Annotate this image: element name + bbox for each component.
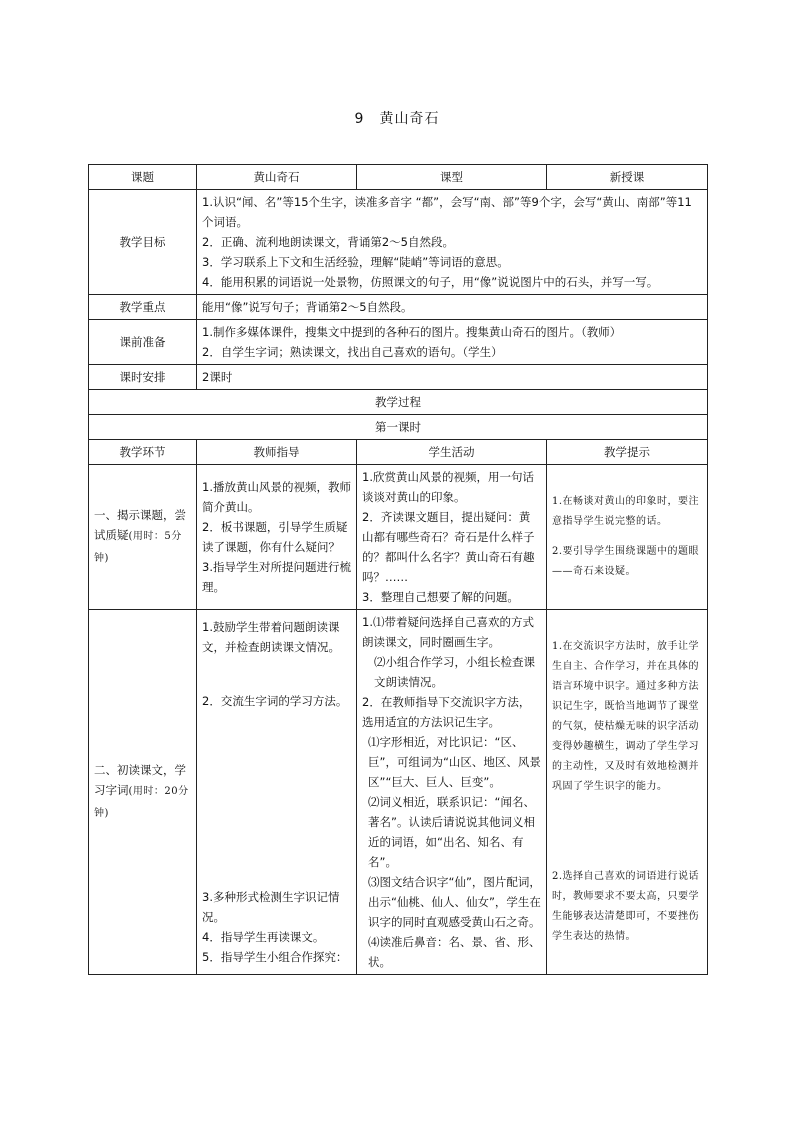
hint-item: 2.选择自己喜欢的词语进行说话时，教师要求不要太高，只要学生能够表达清楚即可，不要挫伤学生表达的热情。 <box>552 871 700 942</box>
col-hint: 教学提示 <box>547 440 708 465</box>
teacher-item: 5．指导学生小组合作探究： <box>202 950 348 964</box>
session-label: 第一课时 <box>89 415 708 440</box>
prep-item: 1.制作多媒体课件，搜集文中提到的各种石的图片。搜集黄山奇石的图片。（教师） <box>202 325 622 339</box>
student-item: 2．在教师指导下交流识字方法，选用适宜的方法识记生字。 <box>362 695 531 729</box>
student-item: ⑴字形相近，对比识记：“区、巨”，可组词为“山区、地区、风景区”“巨大、巨人、巨变”。 <box>368 735 541 789</box>
teacher-item: 4．指导学生再读课文。 <box>202 930 325 944</box>
objectives-content <box>197 190 708 295</box>
stage-2-time: (用时：20分钟) <box>94 786 189 819</box>
prep-content <box>197 320 708 365</box>
process-label: 教学过程 <box>89 390 708 415</box>
prep-row <box>89 320 708 365</box>
topic-value: 黄山奇石 <box>197 165 357 190</box>
objective-item: 1.认识“闻、名”等15个生字，读准多音字 “都”，会写“南、部”等9个字，会写“黄山、南部”等11个词语。 <box>202 195 692 229</box>
teacher-item: 2．板书课题，引导学生质疑读了课题，你有什么疑问？ <box>202 520 348 554</box>
focus-row <box>89 295 708 320</box>
schedule-content: 2课时 <box>197 365 708 390</box>
student-1 <box>357 465 547 610</box>
lesson-plan-table <box>88 164 708 975</box>
hint-1 <box>547 465 708 610</box>
hint-item: 1.在交流识字方法时，放手让学生自主、合作学习，并在具体的语言环境中识字。通过多种方法识记生字，既恰当地调节了课堂的气氛，使枯燥无味的识字活动变得妙趣横生，调动了学生学习的主动性，又及时有效地检测并巩固了学生识字的能力。 <box>552 641 700 792</box>
col-teacher: 教师指导 <box>197 440 357 465</box>
focus-content: 能用“像”说写句子；背诵第2～5自然段。 <box>197 295 708 320</box>
objectives-row <box>89 190 708 295</box>
student-item: ⑵小组合作学习，小组长检查课文朗读情况。 <box>374 655 535 689</box>
hint-item: 2.要引导学生围绕课题中的题眼——奇石来设疑。 <box>552 546 700 577</box>
teacher-2 <box>197 610 357 975</box>
student-item: 1.欣赏黄山风景的视频，用一句话谈谈对黄山的印象。 <box>362 470 534 504</box>
stage-row-1 <box>89 465 708 610</box>
objective-item: 3．学习联系上下文和生活经验，理解“陡峭”等词语的意思。 <box>202 255 509 269</box>
label-objectives: 教学目标 <box>89 190 197 295</box>
student-item: ⑷读准后鼻音：名、景、省、形、状。 <box>368 935 541 969</box>
stage-2 <box>89 610 197 975</box>
schedule-row <box>89 365 708 390</box>
student-2 <box>357 610 547 975</box>
label-topic: 课题 <box>89 165 197 190</box>
student-item: 2．齐读课文题目，提出疑问：黄山都有哪些奇石？奇石是什么样子的？都叫什么名字？黄山奇石有趣吗？…… <box>362 510 535 584</box>
header-row <box>89 165 708 190</box>
label-type: 课型 <box>357 165 547 190</box>
teacher-1 <box>197 465 357 610</box>
student-item: ⑵词义相近，联系识记：“闻名、著名”。认读后请说说其他词义相近的词语，如“出名、知名、有名”。 <box>368 795 535 869</box>
session-row <box>89 415 708 440</box>
stage-1 <box>89 465 197 610</box>
label-schedule: 课时安排 <box>89 365 197 390</box>
teacher-item: 3.多种形式检测生字识记情况。 <box>202 890 340 924</box>
label-prep: 课前准备 <box>89 320 197 365</box>
hint-item: 1.在畅谈对黄山的印象时，要注意指导学生说完整的话。 <box>552 496 700 527</box>
stage-1-time: (用时：5分钟) <box>94 531 182 564</box>
student-item: 1.⑴带着疑问选择自己喜欢的方式朗读课文，同时圈画生字。 <box>362 615 534 649</box>
col-stage: 教学环节 <box>89 440 197 465</box>
objective-item: 2．正确、流利地朗读课文，背诵第2～5自然段。 <box>202 235 454 249</box>
page-title: 9 黄山奇石 <box>354 111 440 127</box>
col-student: 学生活动 <box>357 440 547 465</box>
process-row <box>89 390 708 415</box>
teacher-item: 1.鼓励学生带着问题朗读课文，并检查朗读课文情况。 <box>202 620 340 654</box>
student-item: 3．整理自己想要了解的问题。 <box>362 590 519 604</box>
type-value: 新授课 <box>547 165 708 190</box>
teacher-item: 2．交流生字词的学习方法。 <box>202 694 348 708</box>
hint-2 <box>547 610 708 975</box>
stage-row-2 <box>89 610 708 975</box>
teacher-item: 1.播放黄山风景的视频，教师简介黄山。 <box>202 480 351 514</box>
teacher-item: 3.指导学生对所提问题进行梳理。 <box>202 560 351 594</box>
stage-1-title: 一、揭示课题，尝试质疑 <box>94 508 186 542</box>
student-item: ⑶图文结合识字“仙”，图片配词，出示“仙桃、仙人、仙女”，学生在识字的同时直观感受黄山石之奇。 <box>368 875 541 929</box>
prep-item: 2．自学生字词；熟读课文，找出自己喜欢的语句。（学生） <box>202 345 503 359</box>
label-focus: 教学重点 <box>89 295 197 320</box>
columns-row <box>89 440 708 465</box>
objective-item: 4．能用积累的词语说一处景物，仿照课文的句子，用“像”说说图片中的石头，并写一写。 <box>202 275 659 289</box>
stage-2-title: 二、初读课文，学习字词 <box>94 763 186 797</box>
